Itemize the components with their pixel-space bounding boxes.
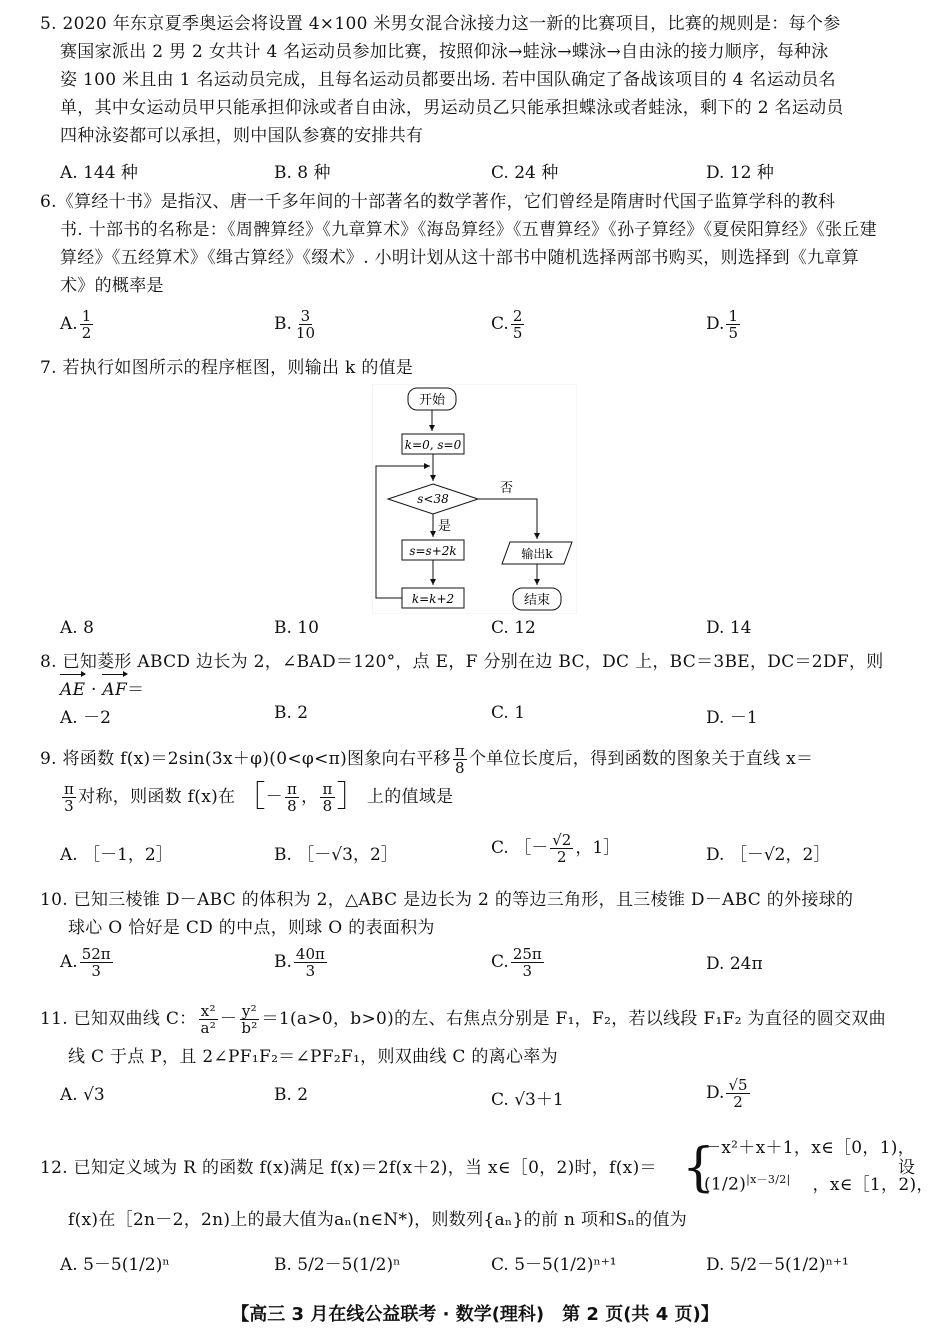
- question-12: [40, 1138, 934, 1234]
- q11-option-b: B. 2: [274, 1085, 309, 1105]
- q8-option-a: A. －2: [60, 708, 111, 728]
- flow-output-label: 输出k: [521, 547, 553, 561]
- q12-options: [60, 1250, 920, 1290]
- flow-start-label: 开始: [418, 393, 446, 408]
- q11-line1: 11. 已知双曲线 C： $\frac{\text{x²}}{\text{a²}}$ － $\frac{\text{y²}}{\text{b²}}$ ＝1(a>0，b>0)的左、右焦点分别是 F₁，F₂，若以线段 F₁F₂ 为直径的圆交双曲: [40, 1002, 886, 1037]
- piecewise-case2: $(1/2)^{|x-3/2|}$ ，x∈［1，2)，: [704, 1173, 934, 1195]
- q8-option-d: D. －1: [706, 708, 758, 728]
- q6-line: 6.《算经十书》是指汉、唐一千多年间的十部著名的数学著作，它们曾经是隋唐时代国子监算学科的教科: [40, 192, 836, 212]
- q7-options: [60, 618, 920, 648]
- q10-line: 10. 已知三棱锥 D－ABC 的体积为 2，△ABC 是边长为 2 的等边三角形，且三棱锥 D－ABC 的外接球的: [40, 890, 854, 910]
- q12-option-c: C. 5－5(1/2)ⁿ⁺¹: [491, 1255, 617, 1275]
- q11-options: [60, 1076, 920, 1125]
- q6-line: 算经》《五经算术》《缉古算经》《缀术》. 小明计划从这十部书中随机选择两部书购买，则选择到《九章算: [60, 248, 860, 268]
- question-10: [40, 886, 920, 942]
- q11-option-a: A. √3: [60, 1085, 105, 1105]
- question-5: [40, 10, 920, 150]
- q5-line: 姿 100 米且由 1 名运动员完成，且每名运动员都要出场. 若中国队确定了备战该项目的 4 名运动员名: [60, 70, 836, 90]
- q10-option-c: C. $\frac{25\pi}{3}$: [491, 945, 542, 980]
- q6-option-d: D. $\frac{1}{5}$: [706, 307, 738, 342]
- q9-option-d: D. ［－√2，2］: [706, 845, 831, 865]
- q6-option-b: B. $\frac{3}{10}$: [274, 307, 315, 342]
- q12-option-b: B. 5/2－5(1/2)ⁿ: [274, 1255, 401, 1275]
- q11-option-d: D. $\frac{√5}{2}$: [706, 1076, 748, 1111]
- q7-stem: 7. 若执行如图所示的程序框图，则输出 k 的值是: [40, 358, 414, 378]
- q6-option-c: C. $\frac{2}{5}$: [491, 307, 523, 342]
- q10-options: [60, 946, 920, 986]
- q12-option-a: A. 5－5(1/2)ⁿ: [60, 1255, 170, 1275]
- q9-option-b: B. ［－√3，2］: [274, 845, 398, 865]
- q10-option-d: D. 24π: [706, 954, 763, 974]
- piecewise-case1: －x²＋x＋1，x∈［0，1)，: [704, 1138, 916, 1158]
- flowchart-frame: [372, 384, 577, 614]
- q5-line: 5. 2020 年东京夏季奥运会将设置 4×100 米男女混合泳接力这一新的比赛项目，比赛的规则是：每个参: [40, 14, 841, 34]
- q5-line: 赛国家派出 2 男 2 女共计 4 名运动员参加比赛，按照仰泳→蛙泳→蝶泳→自由泳的接力顺序，每种泳: [60, 42, 829, 62]
- q9-line1: 9. 将函数 f(x)＝2sin(3x＋φ)(0<φ<π)图象向右平移 $\frac{\pi}{8}$ 个单位长度后，得到函数的图象关于直线 x＝: [40, 742, 814, 777]
- flow-step2-label: k=k+2: [411, 592, 455, 606]
- q9-line2: $\frac{\pi}{3}$ 对称，则函数 f(x)在［－ $\frac{\pi}{8}$ ， $\frac{\pi}{8}$ ］上的值域是: [64, 779, 454, 815]
- q6-option-a: A. $\frac{1}{2}$: [60, 307, 92, 342]
- question-8: [40, 648, 920, 704]
- q9-option-c: C. ［－ $\frac{√2}{2}$ ，1］: [491, 831, 621, 866]
- q5-option-b: B. 8 种: [274, 163, 331, 183]
- q7-option-a: A. 8: [60, 618, 94, 638]
- flow-no-label: 否: [500, 481, 514, 496]
- q12-option-d: D. 5/2－5(1/2)ⁿ⁺¹: [706, 1255, 849, 1275]
- q10-option-b: B. $\frac{40\pi}{3}$: [274, 945, 325, 980]
- q5-option-d: D. 12 种: [706, 163, 774, 183]
- q5-line: 四种泳姿都可以承担，则中国队参赛的安排共有: [60, 126, 424, 146]
- q6-options: [60, 308, 920, 348]
- q11-line2: 线 C 于点 P，且 2∠PF₁F₂＝∠PF₂F₁，则双曲线 C 的离心率为: [68, 1047, 558, 1067]
- question-9: [40, 740, 920, 817]
- flow-decision-label: s<38: [417, 492, 449, 506]
- q5-line: 单，其中女运动员甲只能承担仰泳或者自由泳，男运动员乙只能承担蝶泳或者蛙泳，剩下的 2 名运动员: [60, 98, 844, 118]
- q11-option-c: C. √3＋1: [491, 1090, 564, 1110]
- q7-option-b: B. 10: [274, 618, 319, 638]
- flow-step1-label: s=s+2k: [409, 544, 457, 558]
- q10-line: 球心 O 恰好是 CD 的中点，则球 O 的表面积为: [68, 918, 435, 938]
- piecewise-brace: {: [682, 1138, 716, 1198]
- q5-options: [60, 158, 920, 188]
- q7-option-d: D. 14: [706, 618, 752, 638]
- q8-line2: AE · AF＝: [40, 676, 920, 704]
- q6-line: 书. 十部书的名称是：《周髀算经》《九章算术》《海岛算经》《五曹算经》《孙子算经》《夏侯阳算经》《张丘建: [60, 220, 877, 240]
- q9-option-a: A. ［－1，2］: [60, 845, 173, 865]
- q6-line: 术》的概率是: [60, 276, 164, 296]
- q8-line: 8. 已知菱形 ABCD 边长为 2，∠BAD＝120°，点 E，F 分别在边 BC，DC 上，BC＝3BE，DC＝2DF，则: [40, 652, 884, 672]
- vector-af: AF: [102, 676, 127, 704]
- vector-ae: AE: [60, 676, 85, 704]
- q7-option-c: C. 12: [491, 618, 536, 638]
- q8-option-b: B. 2: [274, 703, 309, 723]
- flow-init-label: k=0, s=0: [404, 438, 462, 452]
- flowchart: [372, 384, 577, 614]
- question-11: [40, 1000, 920, 1076]
- question-7: [40, 354, 920, 382]
- q9-options: [60, 831, 920, 880]
- flow-yes-label: 是: [438, 519, 452, 534]
- q12-line2: f(x)在［2n－2，2n)上的最大值为aₙ(n∈N*)，则数列{aₙ}的前 n 项和Sₙ的值为: [68, 1210, 688, 1230]
- page-footer: 【高三 3 月在线公益联考 · 数学(理科) 第 2 页(共 4 页)】: [231, 1304, 719, 1325]
- question-6: [40, 188, 920, 300]
- q12-line1: 12. 已知定义域为 R 的函数 f(x)满足 f(x)＝2f(x＋2)，当 x∈［0，2)时，f(x)＝ { －x²＋x＋1，x∈［0，1)， $(1/2)^{|x-3/2|}$ ，x∈［1，2)， 设: [40, 1140, 920, 1202]
- flow-end-label: 结束: [523, 593, 551, 608]
- q10-option-a: A. $\frac{52\pi}{3}$: [60, 945, 111, 980]
- q8-option-c: C. 1: [491, 703, 526, 723]
- q5-option-a: A. 144 种: [60, 163, 138, 183]
- q5-option-c: C. 24 种: [491, 163, 559, 183]
- q8-options: [60, 703, 920, 733]
